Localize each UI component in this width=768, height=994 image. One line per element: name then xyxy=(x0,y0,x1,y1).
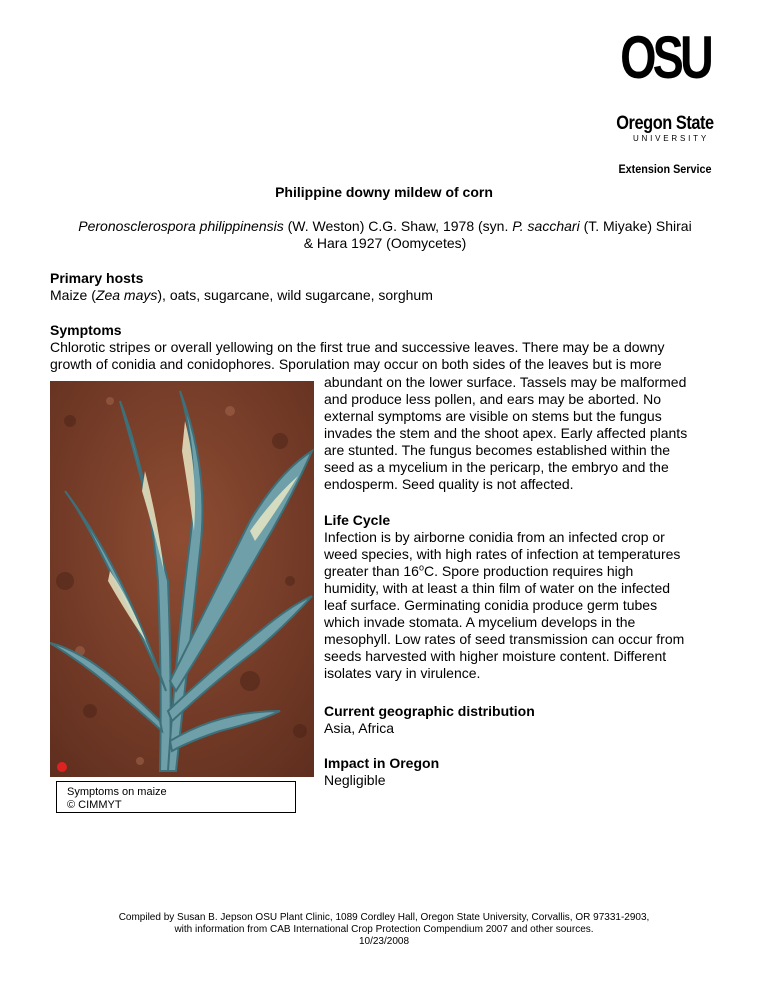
photo-caption: Symptoms on maize © CIMMYT xyxy=(56,781,296,813)
life-cycle-heading: Life Cycle xyxy=(324,512,391,528)
document-title: Philippine downy mildew of corn xyxy=(275,184,493,200)
distribution-section: Current geographic distribution Asia, Africa xyxy=(324,703,724,737)
taxonomy: Peronosclerospora philippinensis (W. Weston) C.G. Shaw, 1978 (syn. P. sacchari (T. Miyake) Shirai & Hara 1927 (Oomycetes) xyxy=(78,218,692,251)
logo-extension: Extension Service xyxy=(618,162,712,176)
logo-university: UNIVERSITY xyxy=(632,134,709,143)
symptoms-heading: Symptoms xyxy=(50,322,122,338)
life-cycle-section: Life Cycle Infection is by airborne conidia from an infected crop or weed species, with high rates of infection at temperatures greater than 16$^o$C. Spore production requires high humidity, with at least a thin film of water on the infected leaf surface. Germinating conidia produce germ tubes which invade stomata. A mycelium develops in the mesophyll. Low rates of seed transmission can occur from seeds harvested with higher moisture content. Different isolates vary in virulence. xyxy=(324,512,724,682)
synonym-name: P. sacchari xyxy=(512,218,580,234)
impact-heading: Impact in Oregon xyxy=(324,755,440,771)
species-name: Peronosclerospora philippinensis xyxy=(78,218,284,234)
maize-symptom-photo xyxy=(50,381,314,777)
logo-initials: OSU xyxy=(620,24,710,91)
symptoms-section: Symptoms Chlorotic stripes or overall yellowing on the first true and successive leaves. There may be a downy growth of conidia and conidophores. Sporulation may occur on both sides of the leaves but is more xyxy=(50,322,740,373)
footer: Compiled by Susan B. Jepson OSU Plant Clinic, 1089 Cordley Hall, Oregon State University, Corvallis, OR 97331-2903, with information from CAB International Crop Protection Compendium 2007 and other sources. 10/23/2008 xyxy=(118,912,650,947)
distribution-heading: Current geographic distribution xyxy=(324,703,535,719)
symptoms-continued: abundant on the lower surface. Tassels may be malformed and produce less pollen, and ears may be aborted. No external symptoms are visible on stems but the fungus invades the stem and the shoot apex. Early affected plants are stunted. The fungus becomes established within the seed as a mycelium in the pericarp, the embryo and the endosperm. Seed quality is not affected. xyxy=(324,374,688,492)
primary-hosts-section: Primary hosts Maize (Zea mays), oats, sugarcane, wild sugarcane, sorghum xyxy=(50,270,730,304)
logo-name: Oregon State xyxy=(616,113,714,134)
osu-logo xyxy=(606,24,724,176)
impact-section: Impact in Oregon Negligible xyxy=(324,755,724,789)
primary-hosts-heading: Primary hosts xyxy=(50,270,144,286)
